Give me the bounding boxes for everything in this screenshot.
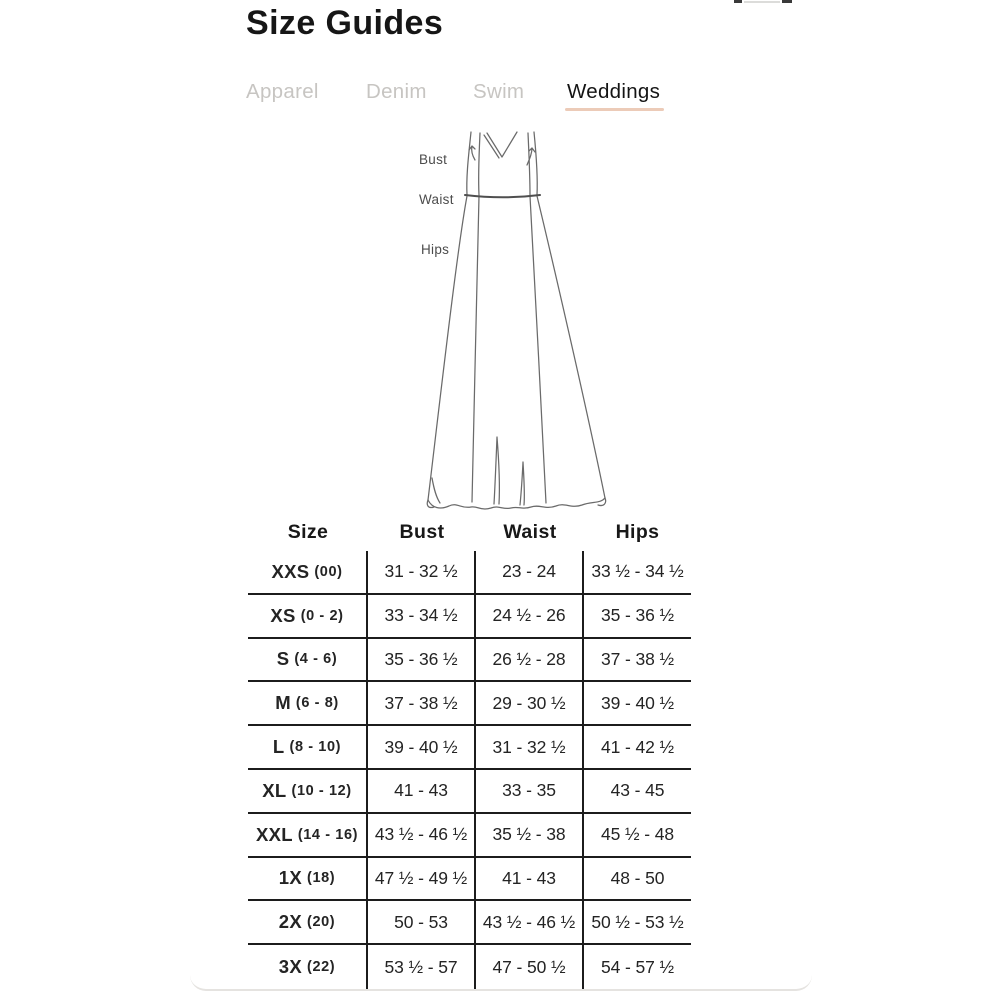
hips-cell: 41 - 42 ½ bbox=[584, 726, 691, 770]
hips-cell: 35 - 36 ½ bbox=[584, 595, 691, 639]
bust-cell: 31 - 32 ½ bbox=[368, 551, 476, 595]
hips-cell: 50 ½ - 53 ½ bbox=[584, 901, 691, 945]
bust-cell: 41 - 43 bbox=[368, 770, 476, 814]
cropped-artifact bbox=[732, 0, 802, 5]
hips-cell: 48 - 50 bbox=[584, 858, 691, 902]
size-cell: 2X (20) bbox=[248, 901, 368, 945]
waist-cell: 43 ½ - 46 ½ bbox=[476, 901, 584, 945]
bust-cell: 35 - 36 ½ bbox=[368, 639, 476, 683]
bust-cell: 53 ½ - 57 bbox=[368, 945, 476, 989]
waist-cell: 26 ½ - 28 bbox=[476, 639, 584, 683]
bust-cell: 47 ½ - 49 ½ bbox=[368, 858, 476, 902]
waist-cell: 47 - 50 ½ bbox=[476, 945, 584, 989]
hips-cell: 37 - 38 ½ bbox=[584, 639, 691, 683]
waist-cell: 29 - 30 ½ bbox=[476, 682, 584, 726]
tab-apparel[interactable]: Apparel bbox=[246, 80, 319, 103]
waist-cell: 41 - 43 bbox=[476, 858, 584, 902]
size-table-header bbox=[248, 513, 691, 551]
size-table-body bbox=[248, 551, 691, 989]
size-cell: XXS (00) bbox=[248, 551, 368, 595]
size-cell: S (4 - 6) bbox=[248, 639, 368, 683]
size-guide-tabs bbox=[0, 80, 1000, 114]
dress-diagram bbox=[395, 110, 610, 515]
bust-cell: 33 - 34 ½ bbox=[368, 595, 476, 639]
hips-cell: 54 - 57 ½ bbox=[600, 956, 675, 977]
size-cell: M (6 - 8) bbox=[248, 682, 368, 726]
size-cell: XXL (14 - 16) bbox=[248, 814, 368, 858]
hips-cell: 45 ½ - 48 bbox=[584, 814, 691, 858]
bust-cell: 39 - 40 ½ bbox=[368, 726, 476, 770]
hips-cell: 43 - 45 bbox=[584, 770, 691, 814]
size-cell: XS (0 - 2) bbox=[248, 595, 368, 639]
bust-cell: 43 ½ - 46 ½ bbox=[368, 814, 476, 858]
waist-cell: 31 - 32 ½ bbox=[476, 726, 584, 770]
size-cell: 1X (18) bbox=[248, 858, 368, 902]
hips-cell: 33 ½ - 34 ½ bbox=[584, 551, 691, 595]
tab-weddings[interactable]: Weddings bbox=[567, 80, 661, 103]
col-header-hips: Hips bbox=[615, 520, 660, 543]
bust-label: Bust bbox=[419, 152, 448, 167]
waist-cell: 24 ½ - 26 bbox=[476, 595, 584, 639]
bust-cell: 50 - 53 bbox=[368, 901, 476, 945]
tab-swim[interactable]: Swim bbox=[473, 80, 525, 103]
col-header-size: Size bbox=[287, 520, 329, 543]
bust-cell: 37 - 38 ½ bbox=[368, 682, 476, 726]
size-cell: XL (10 - 12) bbox=[248, 770, 368, 814]
waist-label: Waist bbox=[419, 192, 454, 207]
hips-cell: 39 - 40 ½ bbox=[584, 682, 691, 726]
tab-denim[interactable]: Denim bbox=[366, 80, 427, 103]
size-table bbox=[248, 513, 691, 989]
col-header-bust: Bust bbox=[399, 520, 445, 543]
waist-cell: 33 - 35 bbox=[476, 770, 584, 814]
col-header-waist: Waist bbox=[503, 520, 557, 543]
size-cell: 3X (22) bbox=[248, 945, 368, 989]
page-title: Size Guides bbox=[246, 4, 444, 42]
waist-cell: 23 - 24 bbox=[476, 551, 584, 595]
hips-label: Hips bbox=[421, 242, 450, 257]
size-cell: L (8 - 10) bbox=[248, 726, 368, 770]
waist-cell: 35 ½ - 38 bbox=[476, 814, 584, 858]
